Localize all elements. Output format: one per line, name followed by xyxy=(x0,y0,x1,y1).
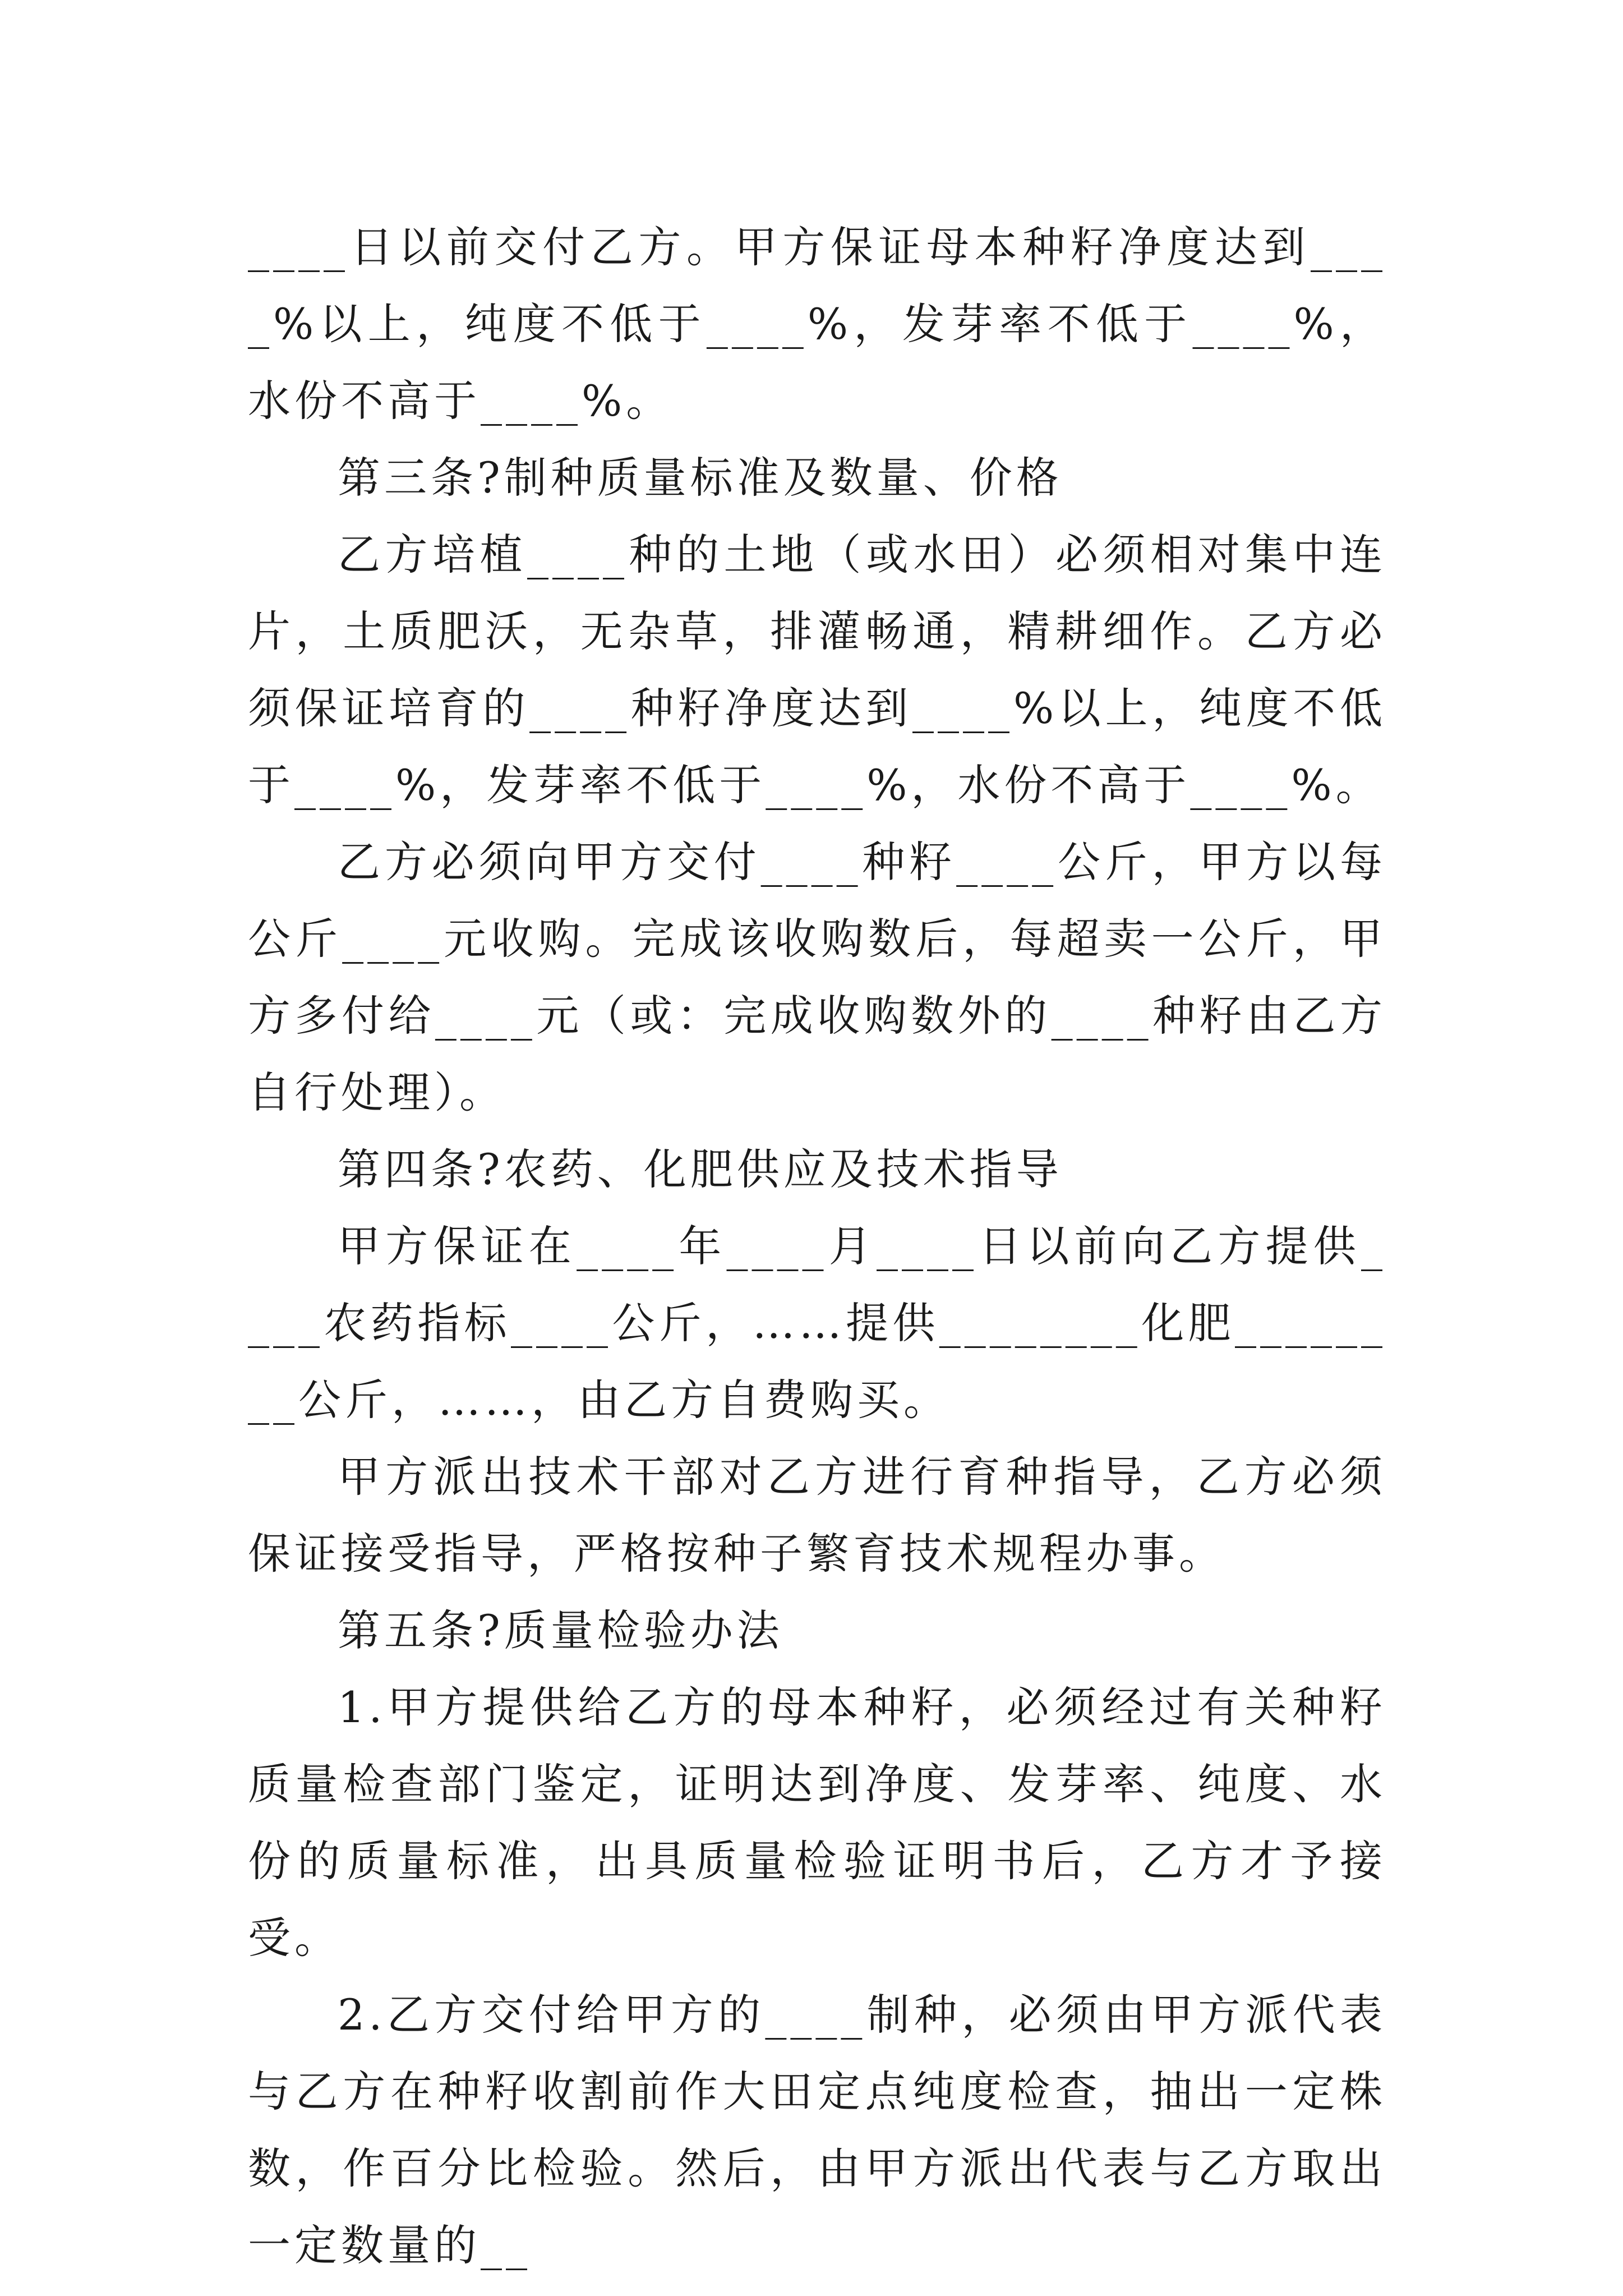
paragraph-land-and-quality: 乙方培植____种的土地（或水田）必须相对集中连片，土质肥沃，无杂草，排灌畅通，精耕细作。乙方必须保证培育的____种籽净度达到____%以上，纯度不低于____%，发芽率不低于____%，水份不高于____%。 xyxy=(248,530,1386,810)
paragraph-inspection-item-1: 1.甲方提供给乙方的母本种籽，必须经过有关种籽质量检查部门鉴定，证明达到净度、发芽率、纯度、水份的质量标准，出具质量检验证明书后，乙方才予接受。 xyxy=(248,1682,1386,1963)
paragraph-inspection-item-2: 2.乙方交付给甲方的____制种，必须由甲方派代表与乙方在种籽收割前作大田定点纯度检查，抽出一定株数，作百分比检验。然后，由甲方派出代表与乙方取出一定数量的__ xyxy=(248,1990,1386,2270)
document-body xyxy=(248,209,1386,2284)
paragraph-continuation: ____日以前交付乙方。甲方保证母本种籽净度达到____%以上，纯度不低于____%，发芽率不低于____%，水份不高于____%。 xyxy=(248,222,1386,426)
paragraph-technical-guidance: 甲方派出技术干部对乙方进行育种指导，乙方必须保证接受指导，严格按种子繁育技术规程办事。 xyxy=(248,1452,1386,1579)
section-heading-article-3: 第三条?制种质量标准及数量、价格 xyxy=(338,453,1063,503)
section-heading-article-5: 第五条?质量检验办法 xyxy=(338,1605,783,1655)
section-heading-article-4: 第四条?农药、化肥供应及技术指导 xyxy=(338,1144,1063,1194)
paragraph-pesticide-fertilizer: 甲方保证在____年____月____日以前向乙方提供____农药指标____公斤，……提供________化肥________公斤，……，由乙方自费购买。 xyxy=(248,1221,1386,1425)
paragraph-quantity-and-price: 乙方必须向甲方交付____种籽____公斤，甲方以每公斤____元收购。完成该收购数后，每超卖一公斤，甲方多付给____元（或：完成收购数外的____种籽由乙方自行处理）。 xyxy=(248,837,1386,1117)
